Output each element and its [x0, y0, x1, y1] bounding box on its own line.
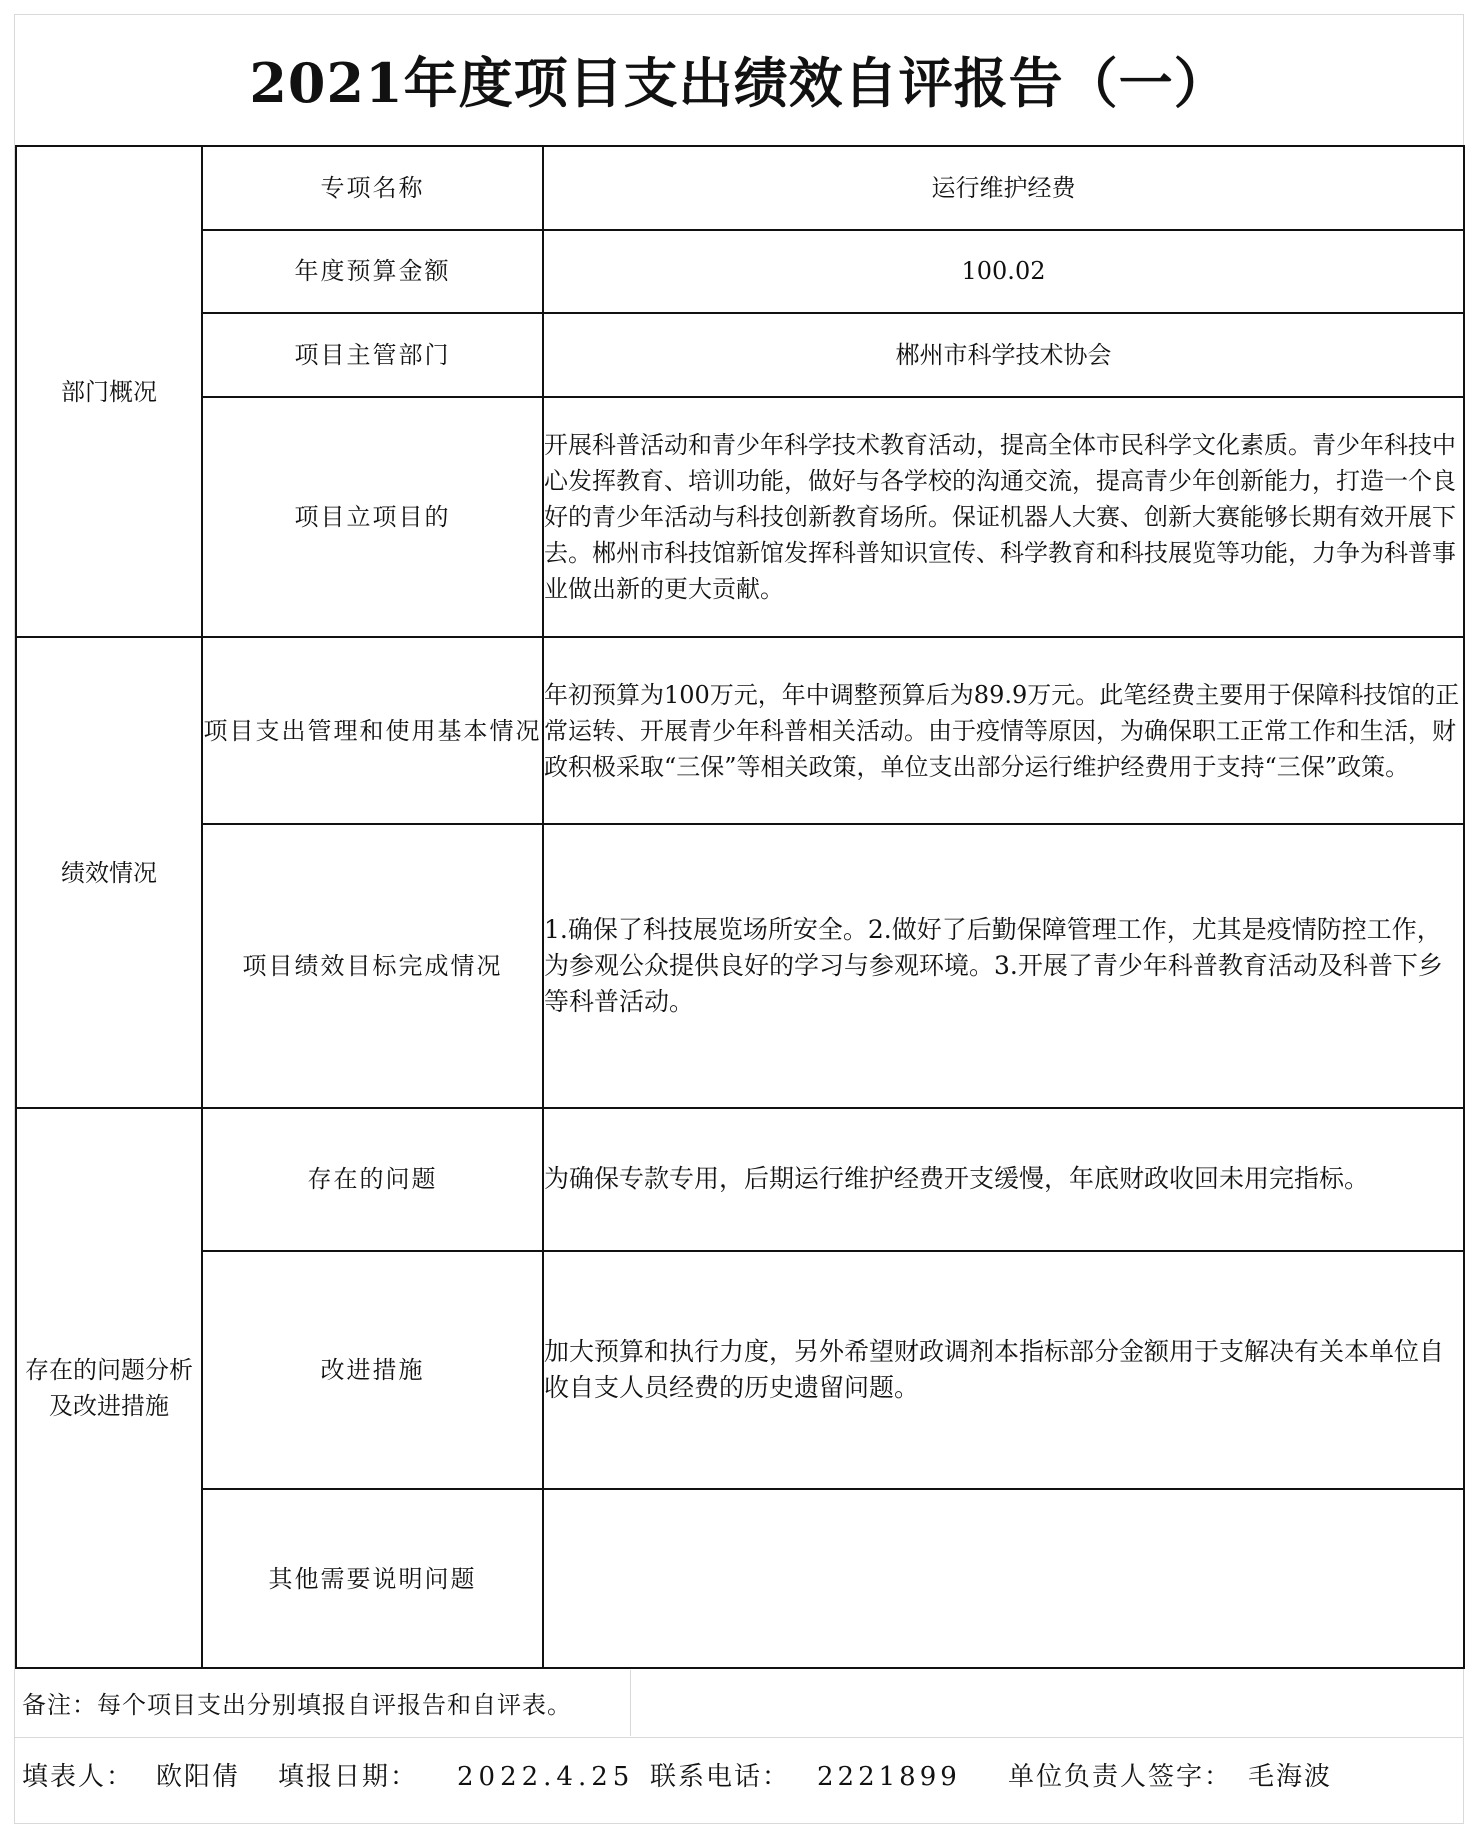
report-title: 2021年度项目支出绩效自评报告（一）: [249, 51, 1229, 115]
phone-label: 联系电话：: [650, 1762, 791, 1792]
value-expense-management: 年初预算为100万元，年中调整预算后为89.9万元。此笔经费主要用于保障科技馆的正常运转、开展青少年科普相关活动。由于疫情等原因，为确保职工正常工作和生活，财政积极采取“三保”等相关政策，单位支出部分运行维护经费用于支持“三保”政策。: [543, 637, 1464, 824]
label-dept-in-charge: 项目主管部门: [202, 313, 543, 397]
value-goal-completion: 1.确保了科技展览场所安全。2.做好了后勤保障管理工作，尤其是疫情防控工作，为参观公众提供良好的学习与参观环境。3.开展了青少年科普教育活动及科普下乡等科普活动。: [543, 824, 1464, 1107]
table-row: [16, 1251, 1464, 1489]
date-label: 填报日期：: [278, 1762, 419, 1792]
table-row: [16, 146, 1464, 230]
label-other-issues: 其他需要说明问题: [202, 1489, 543, 1668]
label-existing-problems: 存在的问题: [202, 1108, 543, 1251]
value-annual-budget: 100.02: [543, 230, 1464, 314]
label-annual-budget: 年度预算金额: [202, 230, 543, 314]
section-dept-overview: 部门概况: [16, 146, 202, 637]
label-expense-management: 项目支出管理和使用基本情况: [202, 637, 543, 824]
table-row: [16, 637, 1464, 824]
note-text: 备注：每个项目支出分别填报自评报告和自评表。: [22, 1691, 572, 1719]
report-date: 2022.4.25: [457, 1762, 635, 1792]
table-row: [16, 824, 1464, 1107]
value-improvements: 加大预算和执行力度，另外希望财政调剂本指标部分金额用于支解决有关本单位自收自支人员经费的历史遗留问题。: [543, 1251, 1464, 1489]
section-problems: 存在的问题分析及改进措施: [16, 1108, 202, 1668]
table-row: [16, 230, 1464, 314]
signer-label: 单位负责人签字：: [1008, 1762, 1233, 1792]
table-row: [16, 1108, 1464, 1251]
label-goal-completion: 项目绩效目标完成情况: [202, 824, 543, 1107]
table-row: [16, 1489, 1464, 1668]
value-project-purpose: 开展科普活动和青少年科学技术教育活动，提高全体市民科学文化素质。青少年科技中心发挥教育、培训功能，做好与各学校的沟通交流，提高青少年创新能力，打造一个良好的青少年活动与科技创新教育场所。保证机器人大赛、创新大赛能够长期有效开展下去。郴州市科技馆新馆发挥科普知识宣传、科学教育和科技展览等功能，力争为科普事业做出新的更大贡献。: [543, 397, 1464, 637]
value-existing-problems: 为确保专款专用，后期运行维护经费开支缓慢，年底财政收回未用完指标。: [543, 1108, 1464, 1251]
filler-label: 填表人：: [22, 1762, 135, 1792]
table-row: [16, 397, 1464, 637]
label-improvements: 改进措施: [202, 1251, 543, 1489]
phone-number: 2221899: [817, 1762, 961, 1792]
footer-divider: [15, 1737, 1463, 1738]
section-performance: 绩效情况: [16, 637, 202, 1108]
label-project-purpose: 项目立项目的: [202, 397, 543, 637]
table-row: [16, 313, 1464, 397]
note-divider: [630, 1670, 631, 1736]
footer: [22, 1757, 1452, 1797]
filler-name: 欧阳倩: [156, 1762, 241, 1792]
value-project-name: 运行维护经费: [543, 146, 1464, 230]
report-table: [15, 145, 1465, 1669]
label-project-name: 专项名称: [202, 146, 543, 230]
value-dept-in-charge: 郴州市科学技术协会: [543, 313, 1464, 397]
signer-name: 毛海波: [1248, 1762, 1333, 1792]
value-other-issues: [543, 1489, 1464, 1668]
